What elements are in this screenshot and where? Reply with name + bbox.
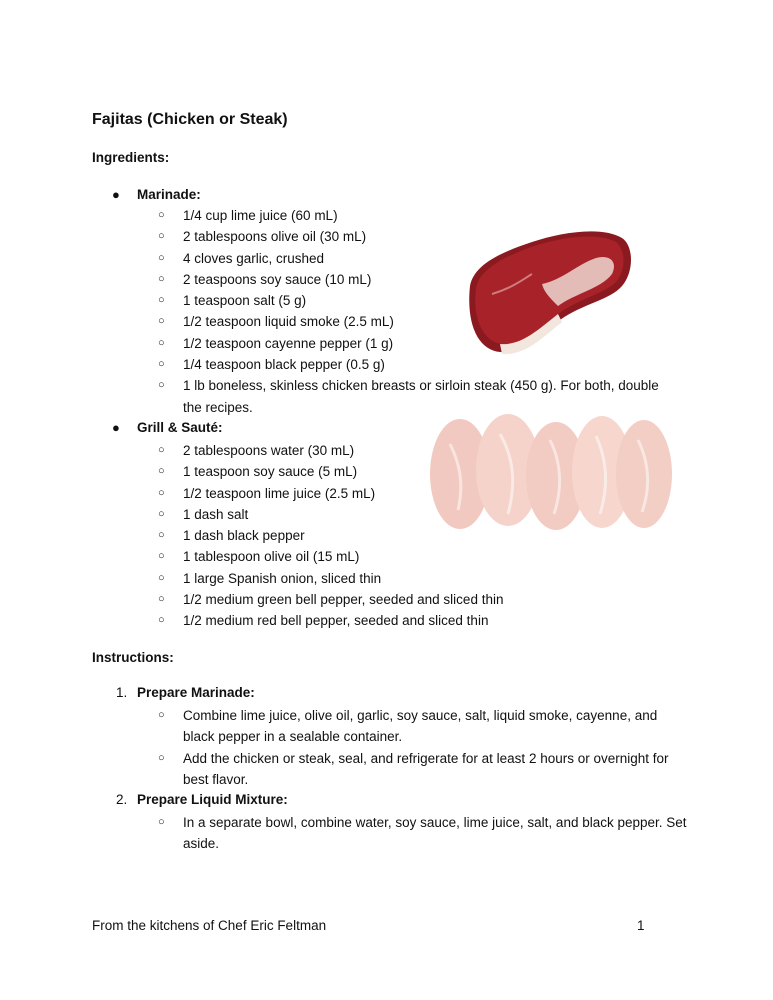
- list-item: ○ Combine lime juice, olive oil, garlic, soy sauce, salt, liquid smoke, cayenne, and black pepper in a sealable container.: [158, 705, 688, 748]
- list-item: ○ 4 cloves garlic, crushed: [158, 248, 678, 269]
- list-item: ○ Add the chicken or steak, seal, and refrigerate for at least 2 hours or overnight for best flavor.: [158, 748, 688, 791]
- steak-image: [462, 224, 636, 356]
- marinade-label: Marinade:: [137, 187, 201, 202]
- recipe-title: Fajitas (Chicken or Steak): [92, 111, 288, 128]
- step-1-heading: [116, 685, 255, 700]
- bullet-icon: ●: [112, 420, 120, 435]
- list-item: ○ 1/4 cup lime juice (60 mL): [158, 205, 678, 226]
- bullet-icon: ●: [112, 187, 120, 202]
- list-item: ○ 1/2 teaspoon lime juice (2.5 mL): [158, 483, 578, 504]
- list-item: ○ 1 teaspoon soy sauce (5 mL): [158, 461, 578, 482]
- step-2-list: [158, 812, 688, 855]
- step-2-heading: [116, 792, 288, 807]
- instructions-heading: Instructions:: [92, 650, 174, 665]
- list-item: ○ 1/2 medium red bell pepper, seeded and sliced thin: [158, 610, 578, 631]
- step-number: 1.: [116, 685, 128, 700]
- step-number: 2.: [116, 792, 128, 807]
- list-item: ○ 2 tablespoons water (30 mL): [158, 440, 578, 461]
- grill-bullet: [112, 420, 223, 440]
- list-item: ○ 1 large Spanish onion, sliced thin: [158, 568, 578, 589]
- chicken-breasts-image: [430, 414, 672, 532]
- ingredients-heading: Ingredients:: [92, 150, 170, 165]
- step-1-list: [158, 705, 688, 790]
- list-item: ○ 1 tablespoon olive oil (15 mL): [158, 546, 578, 567]
- list-item: ○ 1 dash salt: [158, 504, 578, 525]
- list-item: ○ 1/2 teaspoon liquid smoke (2.5 mL): [158, 311, 678, 332]
- step-label: Prepare Marinade:: [137, 685, 255, 700]
- list-item: ○ 1 lb boneless, skinless chicken breasts or sirloin steak (450 g). For both, double the recipes.: [158, 375, 678, 418]
- list-item: ○ In a separate bowl, combine water, soy sauce, lime juice, salt, and black pepper. Set aside.: [158, 812, 688, 855]
- page-number: 1: [637, 918, 645, 933]
- list-item: ○ 1/2 medium green bell pepper, seeded and sliced thin: [158, 589, 578, 610]
- footer-credit: From the kitchens of Chef Eric Feltman: [92, 918, 327, 933]
- marinade-bullet: [112, 187, 201, 207]
- list-item: ○ 1 teaspoon salt (5 g): [158, 290, 678, 311]
- list-item: ○ 1/4 teaspoon black pepper (0.5 g): [158, 354, 678, 375]
- list-item: ○ 2 tablespoons olive oil (30 mL): [158, 226, 678, 247]
- step-label: Prepare Liquid Mixture:: [137, 792, 288, 807]
- list-item: ○ 2 teaspoons soy sauce (10 mL): [158, 269, 678, 290]
- grill-label: Grill & Sauté:: [137, 420, 223, 435]
- list-item: ○ 1 dash black pepper: [158, 525, 578, 546]
- list-item: ○ 1/2 teaspoon cayenne pepper (1 g): [158, 333, 678, 354]
